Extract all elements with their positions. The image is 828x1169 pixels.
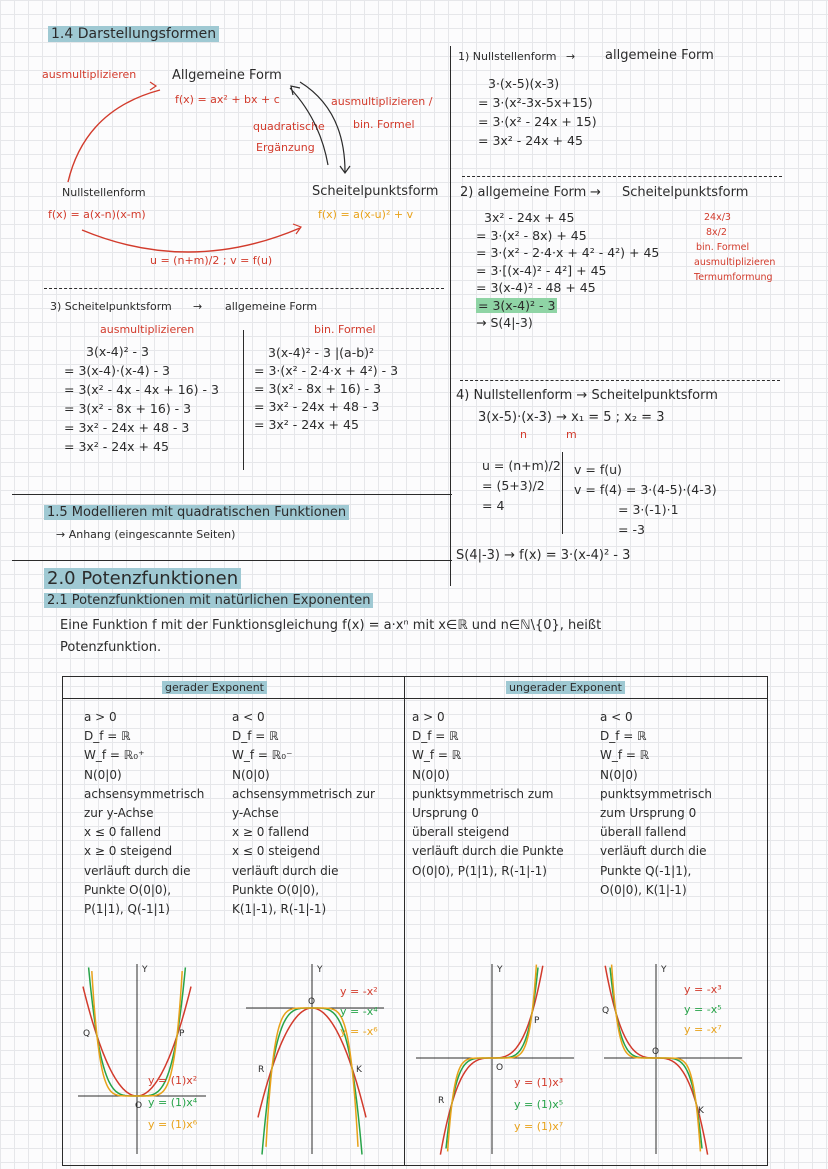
col1-line: x ≥ 0 steigend (84, 844, 173, 859)
ex3-right-sub: bin. Formel (314, 323, 376, 336)
ex3-right-lines (254, 344, 398, 434)
col3-line: verläuft durch die Punkte (412, 844, 564, 859)
ex3-right-line: = 3x² - 24x + 45 (254, 417, 359, 432)
legend-entry: y = (1)x⁵ (514, 1098, 564, 1111)
legend-col-2 (340, 982, 378, 1042)
left-arrow-label: ausmultiplizieren (42, 68, 137, 81)
point-label: P (534, 1016, 540, 1026)
u-formula: u = (n+m)/2 ; v = f(u) (150, 254, 273, 267)
ex3-left-line: = 3(x² - 4x - 4x + 16) - 3 (64, 382, 219, 397)
ex2-title: 2) allgemeine Form (460, 185, 587, 200)
ex4-m-label: m (566, 428, 577, 441)
section-14-heading: 1.4 Darstellungsformen (48, 26, 219, 42)
point-label: R (438, 1096, 445, 1106)
ex2-lines (476, 209, 659, 332)
col1-line: D_f = ℝ (84, 729, 131, 744)
section-15-heading: 1.5 Modellieren mit quadratischen Funktionen (44, 505, 349, 520)
divider-dashed-left (44, 288, 444, 289)
null-form-formula: f(x) = a(x-n)(x-m) (48, 208, 146, 221)
col1-line: zur y-Achse (84, 806, 154, 821)
legend-entry: y = -x⁴ (340, 1005, 378, 1018)
col3-line: D_f = ℝ (412, 729, 459, 744)
col4-line: D_f = ℝ (600, 729, 647, 744)
col4-line: zum Ursprung 0 (600, 806, 697, 821)
col3-line: Ursprung 0 (412, 806, 479, 821)
legend-entry: y = -x³ (684, 983, 722, 996)
table-col-3 (412, 708, 564, 881)
ex1-arrow: → (566, 50, 576, 63)
col4-line: O(0|0), K(1|-1) (600, 882, 687, 897)
legend-col-4 (684, 980, 722, 1040)
col2-line: K(1|-1), R(-1|-1) (232, 902, 327, 917)
y-axis-label: Y (497, 965, 503, 975)
ex4-line1: 3(x-5)·(x-3) → x₁ = 5 ; x₂ = 3 (478, 410, 665, 425)
table-col-2 (232, 708, 375, 919)
table-col-4 (600, 708, 712, 900)
col2-line: W_f = ℝ₀⁻ (232, 748, 293, 763)
legend-entry: y = -x⁶ (340, 1025, 378, 1038)
ex2-note: 24x/3 (704, 212, 731, 223)
legend-entry: y = (1)x⁷ (514, 1120, 564, 1133)
col3-line: N(0|0) (412, 767, 450, 782)
ex1-line: = 3x² - 24x + 45 (478, 133, 583, 148)
col2-line: x ≥ 0 fallend (232, 825, 310, 840)
legend-entry: y = (1)x² (148, 1074, 198, 1087)
col1-line: N(0|0) (84, 767, 122, 782)
legend-entry: y = (1)x⁶ (148, 1118, 198, 1131)
section-20-heading: 2.0 Potenzfunktionen (44, 568, 241, 589)
ex2-line: = 3·(x² - 2·4·x + 4² - 4²) + 45 (476, 245, 660, 260)
ex3-left-line: = 3x² - 24x + 45 (64, 439, 169, 454)
ex2-notes (694, 210, 775, 285)
table-header-rule (62, 698, 768, 699)
ex3-left-line: 3(x-4)² - 3 (86, 344, 149, 359)
y-axis-label: Y (317, 965, 323, 975)
ex1-target: allgemeine Form (605, 48, 714, 63)
scheitel-form-title: Scheitelpunktsform (312, 184, 439, 199)
legend-entry: y = (1)x⁴ (148, 1096, 198, 1109)
section-21-heading: 2.1 Potenzfunktionen mit natürlichen Exponenten (44, 593, 373, 608)
point-label: Q (602, 1006, 610, 1016)
ex4-n-label: n (520, 428, 527, 441)
col3-line: punktsymmetrisch zum (412, 786, 554, 801)
col1-line: verläuft durch die (84, 863, 191, 878)
right-arrow-label-1: ausmultiplizieren / (331, 95, 433, 108)
col3-line: überall steigend (412, 825, 510, 840)
ex3-left-lines (64, 342, 219, 456)
point-label: Q (83, 1029, 91, 1039)
ex3-target: allgemeine Form (225, 300, 318, 313)
col2-line: N(0|0) (232, 767, 270, 782)
col4-line: W_f = ℝ (600, 748, 650, 763)
ex2-arrow: → (590, 185, 601, 200)
definition-line-1: Eine Funktion f mit der Funktionsgleichung f(x) = a·xⁿ mit x∈ℝ und n∈ℕ\{0}, heißt (60, 618, 602, 633)
null-form-title: Nullstellenform (62, 186, 146, 199)
col4-line: verläuft durch die (600, 844, 707, 859)
ex3-right-line: = 3·(x² - 2·4·x + 4²) - 3 (254, 363, 399, 378)
right-arrow-label-2: bin. Formel (353, 118, 415, 131)
ex2-line: = 3·[(x-4)² - 4²] + 45 (476, 262, 607, 278)
ex2-line: = 3(x-4)² - 48 + 45 (476, 280, 596, 295)
ex2-line: = 3·(x² - 8x) + 45 (476, 227, 587, 243)
ex2-note: 8x/2 (706, 227, 727, 238)
col3-line: a > 0 (412, 710, 445, 724)
ex2-result: → S(4|-3) (476, 315, 533, 330)
graph-odd-negative (598, 958, 748, 1158)
table-center-rule (404, 676, 405, 1166)
ex2-note: ausmultiplizieren (694, 257, 776, 268)
allg-form-title: Allgemeine Form (172, 68, 282, 83)
col3-line: W_f = ℝ (412, 748, 462, 763)
legend-entry: y = (1)x³ (514, 1076, 564, 1089)
ex3-left-line: = 3(x² - 8x + 16) - 3 (64, 401, 192, 416)
col4-line: N(0|0) (600, 767, 638, 782)
col4-line: überall fallend (600, 825, 687, 840)
ex4-v-line: v = f(4) = 3·(4-5)·(4-3) (574, 482, 717, 497)
col2-line: Punkte O(0|0), (232, 882, 320, 897)
ex3-left-sub: ausmultiplizieren (100, 323, 195, 336)
ex4-u-line: = (5+3)/2 (482, 478, 545, 493)
y-axis-label: Y (142, 965, 148, 975)
divider-dashed-2 (460, 380, 780, 381)
ex3-left-line: = 3x² - 24x + 48 - 3 (64, 420, 190, 435)
header-odd: ungerader Exponent (506, 681, 625, 694)
ex1-lines (478, 74, 597, 150)
col2-line: verläuft durch die (232, 863, 339, 878)
ex1-line: = 3·(x²-3x-5x+15) (478, 95, 593, 110)
point-label: K (698, 1106, 704, 1116)
ex3-left-line: = 3(x-4)·(x-4) - 3 (64, 363, 171, 378)
ex3-right-line: = 3(x² - 8x + 16) - 3 (254, 381, 382, 396)
col2-line: achsensymmetrisch zur (232, 786, 375, 801)
point-label: R (258, 1065, 265, 1075)
ex1-title: 1) Nullstellenform (458, 50, 557, 63)
col1-line: a > 0 (84, 710, 117, 724)
ex3-right-line: = 3x² - 24x + 48 - 3 (254, 399, 380, 414)
legend-entry: y = -x⁷ (684, 1023, 722, 1036)
ex3-right-line: 3(x-4)² - 3 |(a-b)² (268, 345, 375, 360)
ex3-arrow: → (193, 300, 203, 313)
ex2-note: Termumformung (694, 272, 773, 283)
ex2-note: bin. Formel (696, 242, 750, 253)
ex1-line: 3·(x-5)(x-3) (488, 76, 560, 91)
point-label: O (496, 1063, 504, 1073)
ex4-u-lines (482, 456, 561, 516)
vertical-divider (450, 46, 451, 586)
col1-line: W_f = ℝ₀⁺ (84, 748, 145, 763)
divider-dashed-1 (462, 176, 782, 177)
allg-form-formula: f(x) = ax² + bx + c (175, 93, 280, 106)
definition-line-2: Potenzfunktion. (60, 640, 162, 655)
ex2-line-highlight: = 3(x-4)² - 3 (478, 297, 556, 313)
ex4-v-lines (574, 460, 717, 540)
legend-col-3 (514, 1072, 563, 1138)
col2-line: D_f = ℝ (232, 729, 279, 744)
col2-line: y-Achse (232, 806, 279, 821)
ex4-u-line: u = (n+m)/2 (482, 458, 561, 473)
section-15-top-rule (12, 494, 452, 495)
point-label: O (308, 997, 316, 1007)
col4-line: Punkte Q(-1|1), (600, 863, 692, 878)
ex4-v-line: = 3·(-1)·1 (618, 502, 679, 517)
col1-line: Punkte O(0|0), (84, 882, 172, 897)
col4-line: a < 0 (600, 710, 633, 724)
point-label: K (356, 1065, 362, 1075)
y-axis-label: Y (661, 965, 667, 975)
ex4-v-line: = -3 (618, 522, 645, 537)
col2-line: a < 0 (232, 710, 265, 724)
scheitel-form-formula: f(x) = a(x-u)² + v (318, 208, 414, 221)
point-label: O (135, 1101, 143, 1111)
col2-line: x ≤ 0 steigend (232, 844, 321, 859)
ex1-line: = 3·(x² - 24x + 15) (478, 114, 597, 129)
ex4-u-line: = 4 (482, 498, 505, 513)
section-15-sub: → Anhang (eingescannte Seiten) (56, 528, 236, 541)
ex4-divider (562, 452, 563, 534)
col1-line: P(1|1), Q(-1|1) (84, 902, 170, 917)
ex3-title: 3) Scheitelpunktsform (50, 300, 172, 313)
mid-arrow-label-1: quadratische (253, 120, 325, 133)
table-col-1 (84, 708, 204, 919)
col3-line: O(0|0), P(1|1), R(-1|-1) (412, 863, 547, 878)
mid-arrow-label-2: Ergänzung (256, 141, 315, 154)
col4-line: punktsymmetrisch (600, 786, 713, 801)
ex4-result: S(4|-3) → f(x) = 3·(x-4)² - 3 (456, 548, 631, 563)
legend-entry: y = -x⁵ (684, 1003, 722, 1016)
point-label: O (652, 1047, 660, 1057)
section-15-bottom-rule (12, 560, 452, 561)
legend-entry: y = -x² (340, 985, 378, 998)
ex3-divider (243, 330, 244, 470)
col1-line: x ≤ 0 fallend (84, 825, 162, 840)
point-label: P (179, 1029, 185, 1039)
col1-line: achsensymmetrisch (84, 786, 205, 801)
ex2-target: Scheitelpunktsform (622, 185, 749, 200)
header-even: gerader Exponent (162, 681, 267, 694)
ex4-title: 4) Nullstellenform → Scheitelpunktsform (456, 388, 718, 403)
legend-col-1 (148, 1070, 197, 1136)
ex2-line: 3x² - 24x + 45 (484, 210, 575, 225)
ex4-v-line: v = f(u) (574, 462, 622, 477)
